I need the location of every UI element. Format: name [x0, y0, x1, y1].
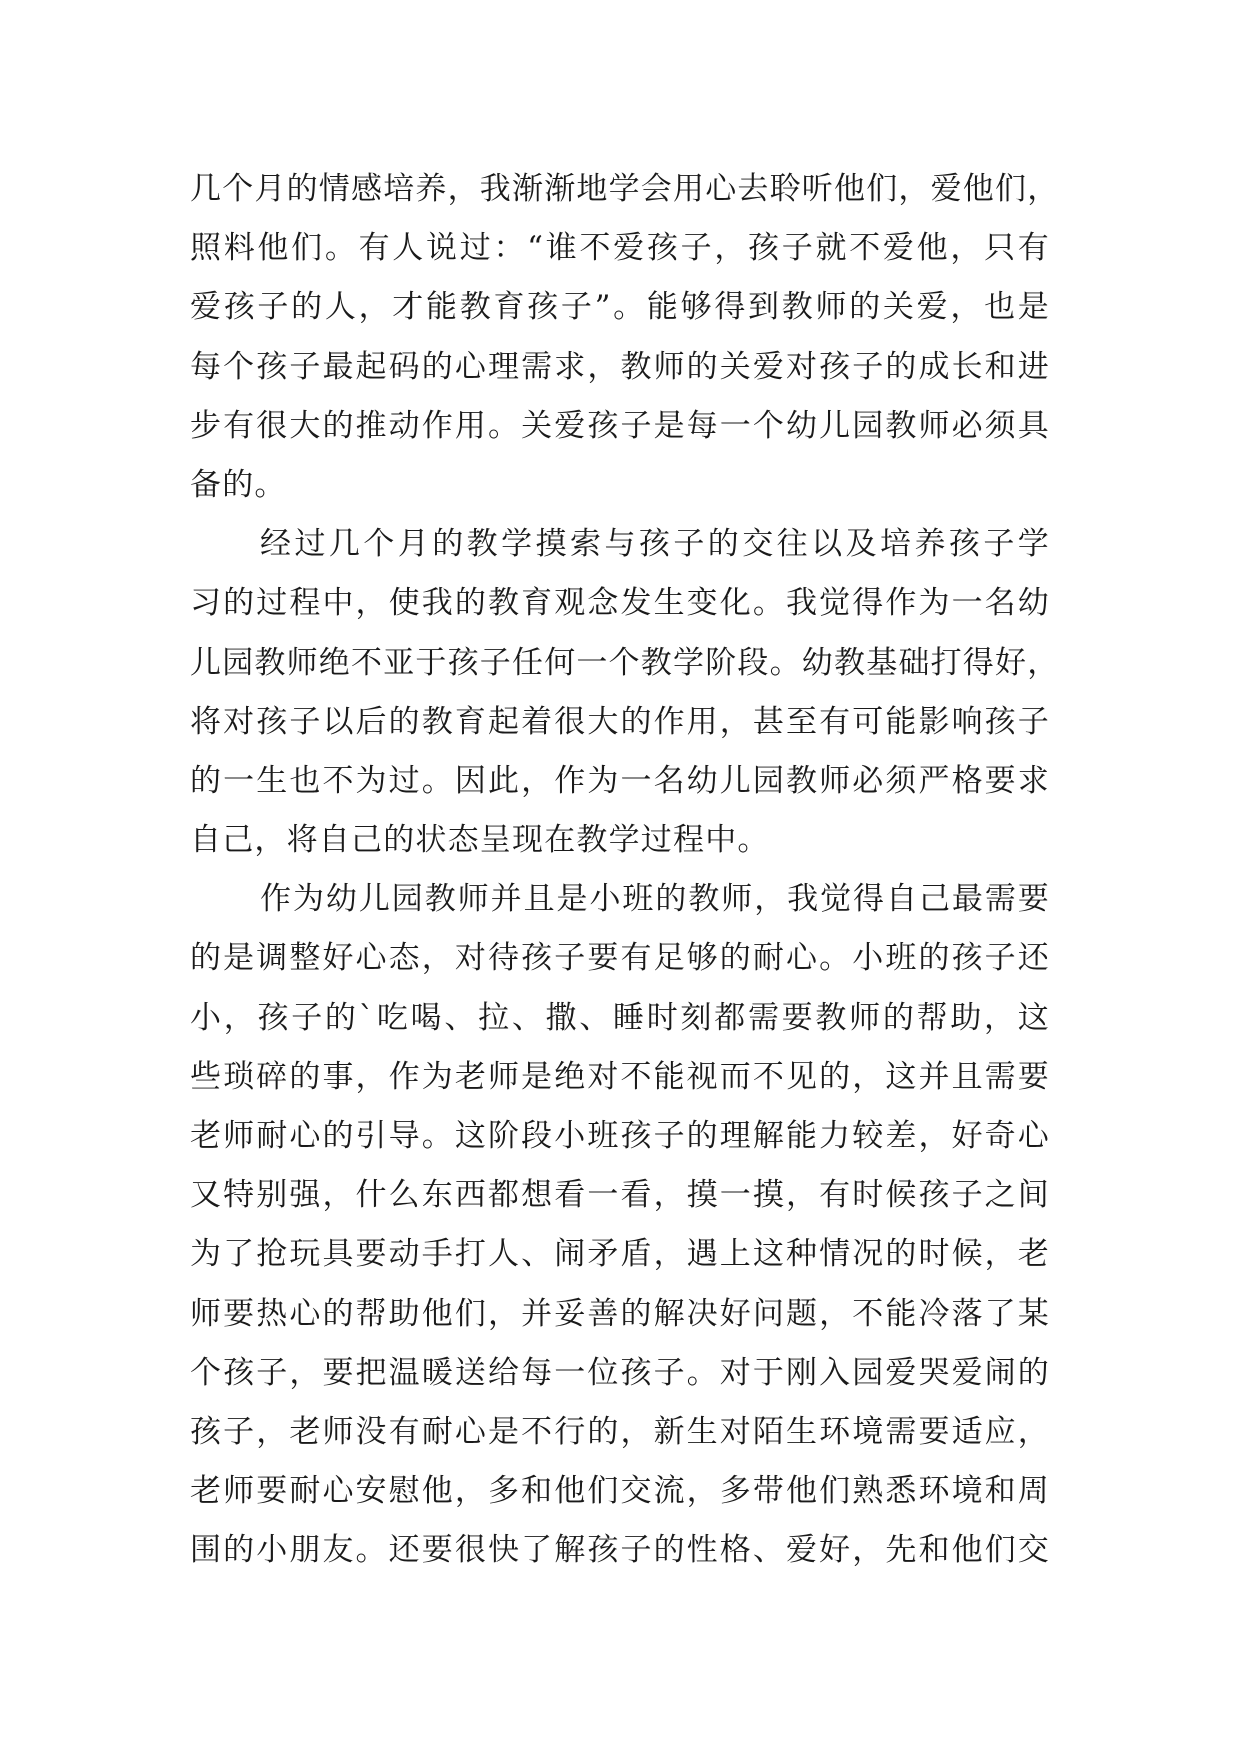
text-line: 备的。: [190, 466, 287, 503]
text-line: 照料他们。有人说过：“谁不爱孩子，孩子就不爱他，只有: [190, 230, 1050, 267]
text-line: 作为幼儿园教师并且是小班的教师，我觉得自己最需要: [260, 881, 1050, 918]
text-line: 几个月的情感培养，我渐渐地学会用心去聆听他们，爱他们，: [190, 171, 1060, 207]
text-line: 步有很大的推动作用。关爱孩子是每一个幼儿园教师必须具: [190, 407, 1050, 444]
text-line: 的是调整好心态，对待孩子要有足够的耐心。小班的孩子还: [190, 940, 1050, 977]
text-line: 老师耐心的引导。这阶段小班孩子的理解能力较差，好奇心: [190, 1118, 1050, 1154]
paragraph-2: [190, 515, 1060, 870]
text-line: 经过几个月的教学摸索与孩子的交往以及培养孩子学: [260, 526, 1050, 563]
paragraph-1: [190, 160, 1060, 515]
text-line: 习的过程中，使我的教育观念发生变化。我觉得作为一名幼: [190, 585, 1050, 622]
text-line: 围的小朋友。还要很快了解孩子的性格、爱好，先和他们交: [190, 1532, 1050, 1569]
text-line: 自己，将自己的状态呈现在教学过程中。: [190, 822, 770, 859]
text-line: 的一生也不为过。因此，作为一名幼儿园教师必须严格要求: [190, 762, 1050, 799]
text-line: 小，孩子的`吃喝、拉、撒、睡时刻都需要教师的帮助，这: [190, 999, 1050, 1036]
paragraph-3: [190, 870, 1050, 1580]
text-line: 些琐碎的事，作为老师是绝对不能视而不见的，这并且需要: [190, 1058, 1050, 1095]
text-line: 又特别强，什么东西都想看一看，摸一摸，有时候孩子之间: [190, 1177, 1050, 1214]
text-line: 个孩子，要把温暖送给每一位孩子。对于刚入园爱哭爱闹的: [190, 1354, 1050, 1391]
text-line: 为了抢玩具要动手打人、闹矛盾，遇上这种情况的时候，老: [190, 1236, 1050, 1273]
text-line: 孩子，老师没有耐心是不行的，新生对陌生环境需要适应，: [190, 1413, 1050, 1450]
text-line: 师要热心的帮助他们，并妥善的解决好问题，不能冷落了某: [190, 1295, 1050, 1332]
document-body: [190, 160, 1060, 1581]
text-line: 每个孩子最起码的心理需求，教师的关爱对孩子的成长和进: [190, 348, 1050, 385]
text-line: 老师要耐心安慰他，多和他们交流，多带他们熟悉环境和周: [190, 1473, 1050, 1510]
text-line: 将对孩子以后的教育起着很大的作用，甚至有可能影响孩子: [190, 703, 1050, 740]
text-line: 儿园教师绝不亚于孩子任何一个教学阶段。幼教基础打得好，: [190, 644, 1060, 681]
text-line: 爱孩子的人，才能教育孩子”。能够得到教师的关爱，也是: [190, 289, 1050, 326]
